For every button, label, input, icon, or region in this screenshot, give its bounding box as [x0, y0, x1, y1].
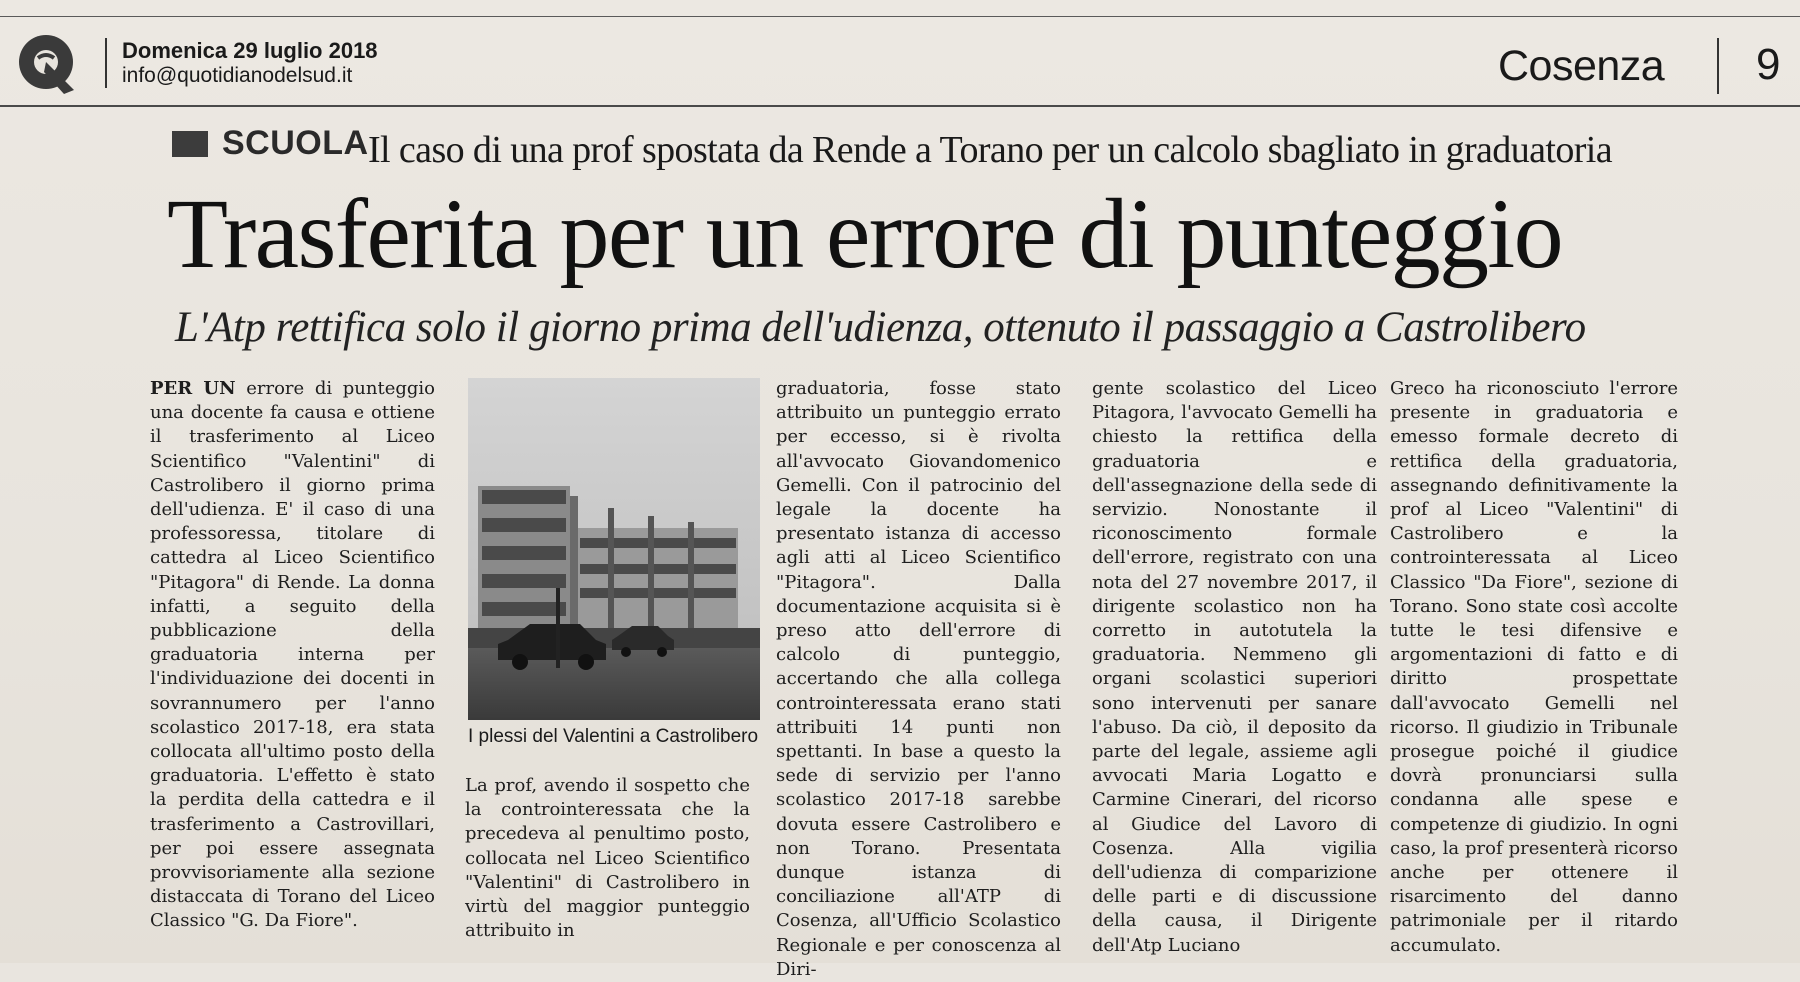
kicker-square-icon — [172, 131, 208, 157]
subheadline: L'Atp rettifica solo il giorno prima dell'udienza, ottenuto il passaggio a Castrolibero — [175, 304, 1586, 351]
top-rule — [0, 16, 1800, 17]
kicker-label: SCUOLA — [222, 124, 369, 162]
article-column-3-text: graduatoria, fosse stato attribuito un punteggio errato per eccesso, si è rivolta all'avvocato Giovandomenico Gemelli. Con il patrocinio del legale la docente ha presentato istanza di accesso agli atti al Liceo Scientifico "Pitagora". Dalla documentazione acquisita si è preso atto dell'errore di calcolo di punteggio, accertando che alla collega controinteressata erano stati attribuiti 14 punti non spettanti. In base a questo la sede di servizio per l'anno scolastico 2017-18 sarebbe dovuta essere Castrolibero e non Torano. Presentata dunque istanza di conciliazione all'ATP di Cosenza, all'Ufficio Scolastico Regionale e per conoscenza al Diri- — [776, 378, 1061, 980]
publication-date: Domenica 29 luglio 2018 — [122, 38, 378, 63]
quotidiano-q-logo-icon — [16, 32, 80, 96]
article-column-2-text: La prof, avendo il sospetto che la controinteressata che la precedeva al penultimo posto, collocata nel Liceo Scientifico "Valentini" di Castrolibero in virtù del maggior punteggio attribuito in — [465, 775, 750, 942]
kicker-text: Il caso di una prof spostata da Rende a Torano per un calcolo sbagliato in graduatoria — [368, 129, 1613, 171]
article-column-4 — [1092, 377, 1377, 958]
article-column-2 — [465, 774, 750, 943]
page-number-separator — [1717, 38, 1719, 94]
publication-email: info@quotidianodelsud.it — [122, 64, 353, 87]
article-column-5-text: Greco ha riconosciuto l'errore presente in graduatoria e emesso formale decreto di rettifica della graduatoria, assegnando definitivamente la prof al Liceo "Valentini" di Castrolibero e la controinteressata al Liceo Classico "Da Fiore", sezione di Torano. Sono state così accolte tutte le tesi difensive e argomentazioni di fatto e di diritto prospettate dall'avvocato Gemelli nel ricorso. Il giudizio in Tribunale prosegue poiché il giudice dovrà pronunciarsi sulla condanna alle spese e competenze di giudizio. In ogni caso, la prof presenterà ricorso anche per ottenere il risarcimento del danno patrimoniale per il ritardo accumulato. — [1390, 378, 1678, 956]
school-building-photo — [468, 378, 760, 720]
article-column-4-text: gente scolastico del Liceo Pitagora, l'avvocato Gemelli ha chiesto la rettifica della graduatoria e dell'assegnazione della sede di servizio. Nonostante il riconoscimento formale dell'errore, registrato con una nota del 27 novembre 2017, il dirigente scolastico non ha corretto in autotutela la graduatoria. Nemmeno gli organi scolastici superiori sono intervenuti per sanare l'abuso. Da ciò, il deposito da parte del legale, assieme agli avvocati Maria Logatto e Carmine Cinerari, del ricorso al Giudice del Lavoro di Cosenza. Alla vigilia dell'udienza di comparizione delle parti e di discussione della causa, il Dirigente dell'Atp Luciano — [1092, 378, 1377, 956]
photo-caption: I plessi del Valentini a Castrolibero — [468, 726, 759, 747]
masthead-separator — [105, 38, 107, 88]
article-lead-in: PER UN — [150, 378, 236, 399]
article-column-5 — [1390, 377, 1678, 958]
section-name: Cosenza — [1498, 42, 1665, 90]
article-column-1-text: errore di punteggio una docente fa causa e ottiene il trasferimento al Liceo Scientifico "Valentini" di Castrolibero il giorno prima dell'udienza. E' il caso di una professoressa, titolare di cattedra al Liceo Scientifico "Pitagora" di Rende. La donna infatti, a seguito della pubblicazione della graduatoria interna per l'individuazione dei docenti in sovrannumero per l'anno scolastico 2017-18, era stata collocata all'ultimo posto della graduatoria. L'effetto è stato la perdita della cattedra e il trasferimento a Castrovillari, per poi essere assegnata provvisoriamente alla sezione distaccata di Torano del Liceo Classico "G. Da Fiore". — [150, 378, 435, 932]
article-column-1 — [150, 377, 435, 934]
headline: Trasferita per un errore di punteggio — [167, 178, 1562, 289]
masthead-rule — [0, 105, 1800, 107]
page-number: 9 — [1756, 40, 1781, 89]
article-column-3 — [776, 377, 1061, 982]
